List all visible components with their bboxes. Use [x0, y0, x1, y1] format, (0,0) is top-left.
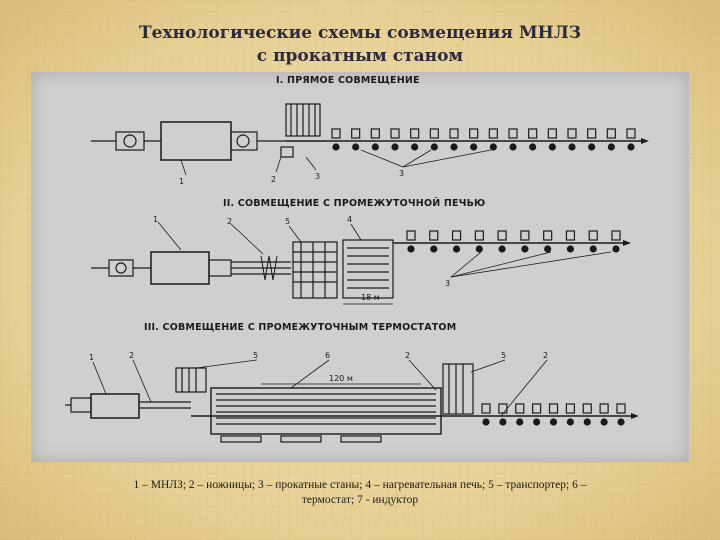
- mill-stand: [407, 231, 415, 240]
- thermostat-3: [211, 374, 441, 442]
- mill-roll: [392, 144, 398, 150]
- svg-text:3: 3: [399, 169, 405, 178]
- mill-stand: [475, 231, 483, 240]
- mill-stand: [450, 129, 458, 138]
- section-title-3: III. СОВМЕЩЕНИЕ С ПРОМЕЖУТОЧНЫМ ТЕРМОСТАТОМ: [144, 322, 457, 333]
- mill-stand: [470, 129, 478, 138]
- svg-text:3: 3: [315, 172, 321, 181]
- mill-roll: [353, 144, 359, 150]
- svg-text:120 м: 120 м: [329, 374, 353, 383]
- svg-text:2: 2: [227, 217, 233, 226]
- mill-stand: [566, 404, 574, 413]
- svg-text:2: 2: [543, 351, 549, 360]
- svg-text:2: 2: [405, 351, 411, 360]
- svg-text:3: 3: [445, 279, 451, 288]
- mill-stand: [600, 404, 608, 413]
- mill-roll: [454, 246, 460, 252]
- svg-text:6: 6: [325, 351, 331, 360]
- section-title-2: II. СОВМЕЩЕНИЕ С ПРОМЕЖУТОЧНОЙ ПЕЧЬЮ: [223, 198, 486, 209]
- mill-roll: [517, 419, 523, 425]
- svg-text:1: 1: [89, 353, 95, 362]
- mill-roll: [490, 144, 496, 150]
- mnlz-unit-3: [65, 394, 191, 418]
- mill-roll: [534, 419, 540, 425]
- mill-roll: [499, 246, 505, 252]
- mill-roll: [584, 419, 590, 425]
- mill-roll: [549, 144, 555, 150]
- figure-caption: [40, 478, 680, 508]
- mill-stand: [516, 404, 524, 413]
- svg-text:2: 2: [129, 351, 135, 360]
- mill-roll: [522, 246, 528, 252]
- mill-stand: [509, 129, 517, 138]
- mill-stand: [430, 231, 438, 240]
- svg-text:18 м: 18 м: [361, 293, 380, 302]
- mill-roll: [545, 246, 551, 252]
- section-title-1: I. ПРЯМОЕ СОВМЕЩЕНИЕ: [276, 75, 420, 86]
- mill-roll: [618, 419, 624, 425]
- svg-text:5: 5: [253, 351, 259, 360]
- mill-roll: [567, 246, 573, 252]
- mill-stand: [498, 231, 506, 240]
- mill-stand: [391, 129, 399, 138]
- slide-title-line-1: Технологические схемы совмещения МНЛЗ: [139, 23, 581, 43]
- mill-stand: [588, 129, 596, 138]
- mill-stands-2: [407, 231, 620, 252]
- mill-stand: [430, 129, 438, 138]
- mill-stand: [607, 129, 615, 138]
- mill-roll: [590, 246, 596, 252]
- mill-stand: [548, 129, 556, 138]
- mill-roll: [408, 246, 414, 252]
- mill-stand: [627, 129, 635, 138]
- mill-stand: [489, 129, 497, 138]
- mnlz-unit-2: [91, 252, 291, 284]
- mill-stand: [529, 129, 537, 138]
- mill-roll: [510, 144, 516, 150]
- mill-stand: [568, 129, 576, 138]
- mill-stand: [583, 404, 591, 413]
- svg-text:1: 1: [153, 215, 159, 224]
- mnlz-unit-1: [91, 122, 286, 160]
- mill-stand: [521, 231, 529, 240]
- mill-stand: [589, 231, 597, 240]
- mill-roll: [412, 144, 418, 150]
- mill-roll: [333, 144, 339, 150]
- svg-text:1: 1: [179, 177, 185, 186]
- mill-roll: [451, 144, 457, 150]
- mill-roll: [567, 419, 573, 425]
- mill-stand: [617, 404, 625, 413]
- mill-roll: [431, 144, 437, 150]
- mill-stand: [566, 231, 574, 240]
- mill-roll: [500, 419, 506, 425]
- mill-stand: [544, 231, 552, 240]
- transporter-1: [281, 104, 320, 157]
- mill-roll: [628, 144, 634, 150]
- mill-roll: [601, 419, 607, 425]
- mill-stand: [352, 129, 360, 138]
- slide-title-line-2: с прокатным станом: [256, 46, 464, 66]
- mill-roll: [476, 246, 482, 252]
- mill-stands-1: [332, 129, 635, 150]
- mill-stand: [550, 404, 558, 413]
- transporter-3a: [176, 368, 206, 392]
- mill-stand: [371, 129, 379, 138]
- mill-roll: [569, 144, 575, 150]
- svg-text:2: 2: [271, 175, 277, 184]
- mill-roll: [483, 419, 489, 425]
- mill-roll: [431, 246, 437, 252]
- svg-text:5: 5: [501, 351, 507, 360]
- mill-stand: [411, 129, 419, 138]
- mill-stand: [533, 404, 541, 413]
- mill-stand: [453, 231, 461, 240]
- transporter-2: [293, 242, 337, 298]
- heating-furnace-2: [343, 240, 393, 304]
- scheme-diagram: [31, 72, 689, 462]
- mill-roll: [372, 144, 378, 150]
- caption-line-1: 1 – МНЛЗ; 2 – ножницы; 3 – прокатные станы; 4 – нагревательная печь; 5 – транспортер; 6 –: [133, 479, 587, 491]
- mill-roll: [613, 246, 619, 252]
- mill-roll: [589, 144, 595, 150]
- mill-stand: [482, 404, 490, 413]
- mill-stand: [499, 404, 507, 413]
- mill-stands-3: [482, 404, 625, 425]
- mill-stand: [612, 231, 620, 240]
- mill-roll: [530, 144, 536, 150]
- mill-roll: [551, 419, 557, 425]
- svg-text:5: 5: [285, 217, 291, 226]
- mill-stand: [332, 129, 340, 138]
- transporter-3b: [443, 364, 473, 414]
- mill-roll: [471, 144, 477, 150]
- caption-line-2: термостат; 7 - индуктор: [301, 494, 419, 506]
- mill-roll: [608, 144, 614, 150]
- svg-text:4: 4: [347, 215, 353, 224]
